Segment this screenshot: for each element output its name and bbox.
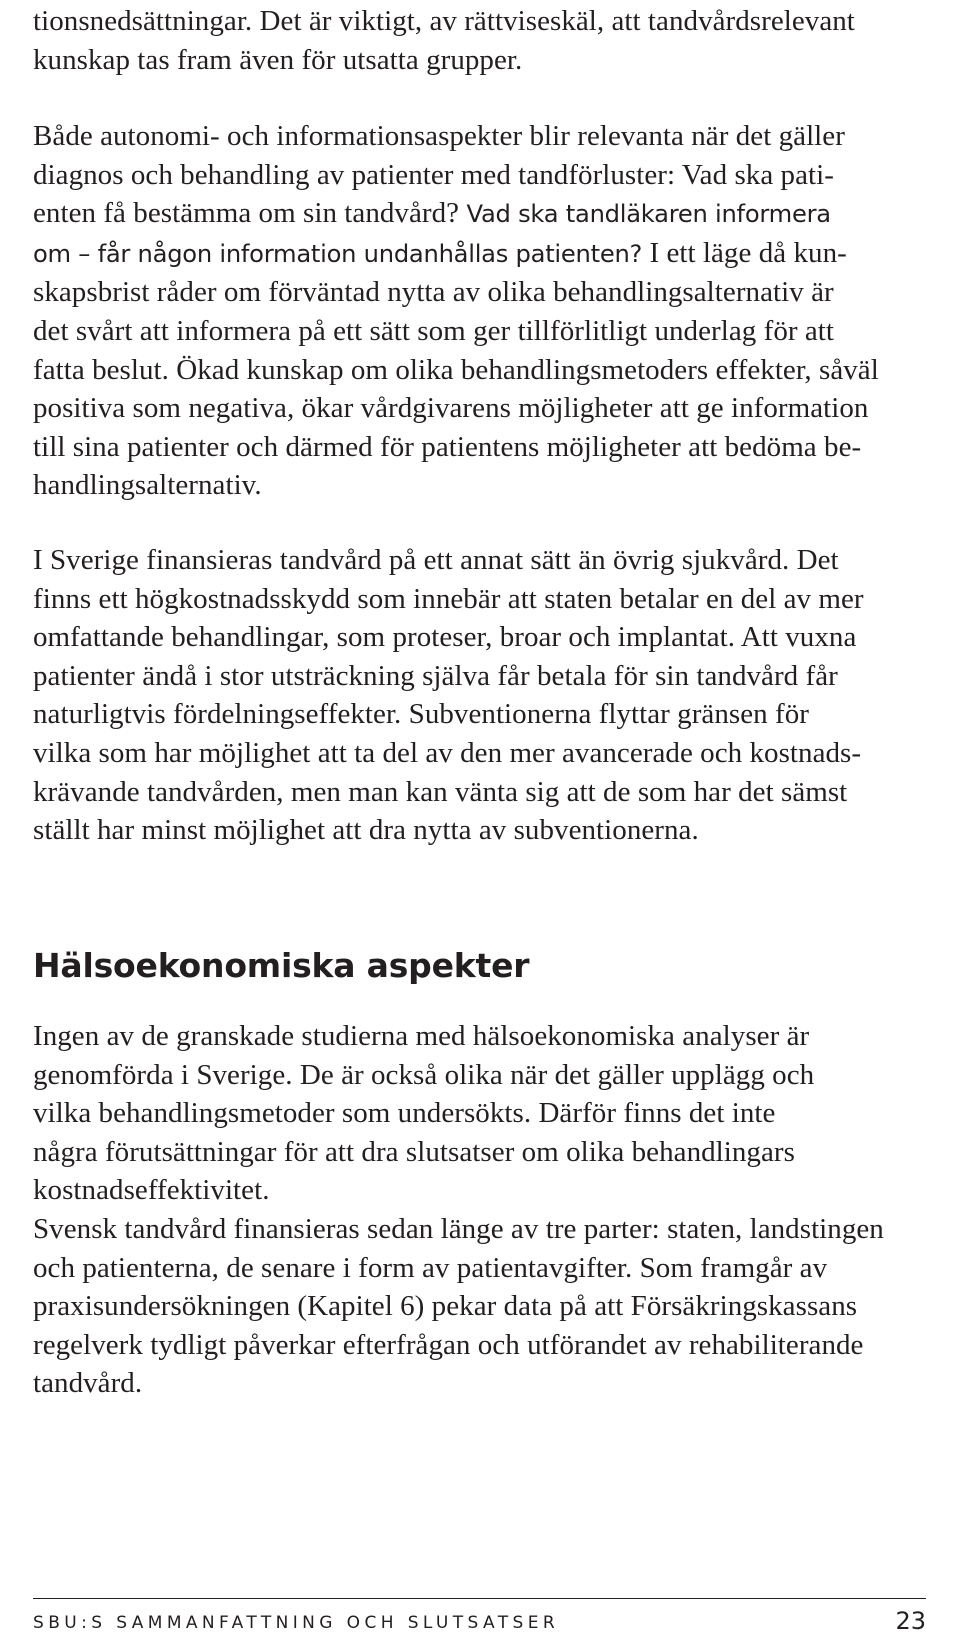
health-economics-paragraph <box>33 1017 923 1210</box>
paragraph-line: kostnadseffektivitet. <box>33 1174 270 1207</box>
three-parties-paragraph <box>33 1210 923 1403</box>
paragraph-line: diagnos och behandling av patienter med tandförluster: Vad ska pati- <box>33 158 834 191</box>
paragraph-line: praxisundersökningen (Kapitel 6) pekar data på att Försäkringskassans <box>33 1290 858 1323</box>
footer-divider <box>33 1598 926 1599</box>
paragraph-line: Både autonomi- och informationsaspekter blir relevanta när det gäller <box>33 120 845 152</box>
intro-paragraph <box>33 2 923 79</box>
paragraph-line: ställt har minst möjlighet att dra nytta av subventionerna. <box>33 814 699 847</box>
paragraph-line: till sina patienter och därmed för patientens möjligheter att bedöma be- <box>33 430 862 463</box>
paragraph-line: genomförda i Sverige. De är också olika när det gäller upplägg och <box>33 1058 815 1091</box>
paragraph-line: fatta beslut. Ökad kunskap om olika behandlingsmetoders effekter, såväl <box>33 353 879 386</box>
autonomy-paragraph <box>33 117 923 505</box>
running-footer-title: SBU:S SAMMANFATTNING OCH SLUTSATSER <box>33 1613 560 1633</box>
paragraph-line: och patienterna, de senare i form av patientavgifter. Som framgår av <box>33 1251 828 1284</box>
paragraph-line: tandvård. <box>33 1367 143 1400</box>
paragraph-line: naturligtvis fördelningseffekter. Subventionerna flyttar gränsen för <box>33 698 809 731</box>
page-number: 23 <box>895 1607 926 1635</box>
financing-paragraph <box>33 541 923 850</box>
paragraph-line: vilka som har möjlighet att ta del av den mer avancerade och kostnads- <box>33 736 862 769</box>
section-heading: Hälsoekonomiska aspekter <box>33 946 530 985</box>
paragraph-line: finns ett högkostnadsskydd som innebär att staten betalar en del av mer <box>33 582 864 615</box>
paragraph-line: handlingsalternativ. <box>33 469 262 502</box>
paragraph-line-sans <box>33 234 923 274</box>
paragraph-line: det svårt att informera på ett sätt som ger tillförlitligt underlag för att <box>33 314 835 347</box>
paragraph-line <box>33 194 923 234</box>
paragraph-line: patienter ändå i stor utsträckning själva får betala för sin tandvård får <box>33 659 838 692</box>
paragraph-line: några förutsättningar för att dra slutsatser om olika behandlingars <box>33 1135 795 1168</box>
line-segment-sans: Vad ska tandläkaren informera <box>459 200 831 229</box>
paragraph-line: omfattande behandlingar, som proteser, broar och implantat. Att vuxna <box>33 621 857 654</box>
paragraph-line: tionsnedsättningar. Det är viktigt, av rättviseskäl, att tandvårdsrelevant <box>33 5 855 37</box>
line-segment: I ett läge då kun- <box>642 236 847 269</box>
line-segment: enten få bestämma om sin tandvård? <box>33 197 460 230</box>
paragraph-line: krävande tandvården, men man kan vänta sig att de som har det sämst <box>33 775 848 808</box>
paragraph-line: vilka behandlingsmetoder som undersökts. Därför finns det inte <box>33 1097 776 1130</box>
paragraph-line: Svensk tandvård finansieras sedan länge av tre parter: staten, landstingen <box>33 1213 884 1245</box>
paragraph-line: positiva som negativa, ökar vårdgivarens möjligheter att ge information <box>33 392 869 425</box>
paragraph-line: regelverk tydligt påverkar efterfrågan och utförandet av rehabiliterande <box>33 1328 864 1361</box>
paragraph-line: Ingen av de granskade studierna med hälsoekonomiska analyser är <box>33 1020 810 1052</box>
line-segment-sans: om – får någon information undanhållas patienten? <box>33 239 643 268</box>
paragraph-line: I Sverige finansieras tandvård på ett annat sätt än övrig sjukvård. Det <box>33 544 839 576</box>
paragraph-line: kunskap tas fram även för utsatta grupper. <box>33 43 523 76</box>
paragraph-line: skapsbrist råder om förväntad nytta av olika behandlingsalternativ är <box>33 276 834 309</box>
